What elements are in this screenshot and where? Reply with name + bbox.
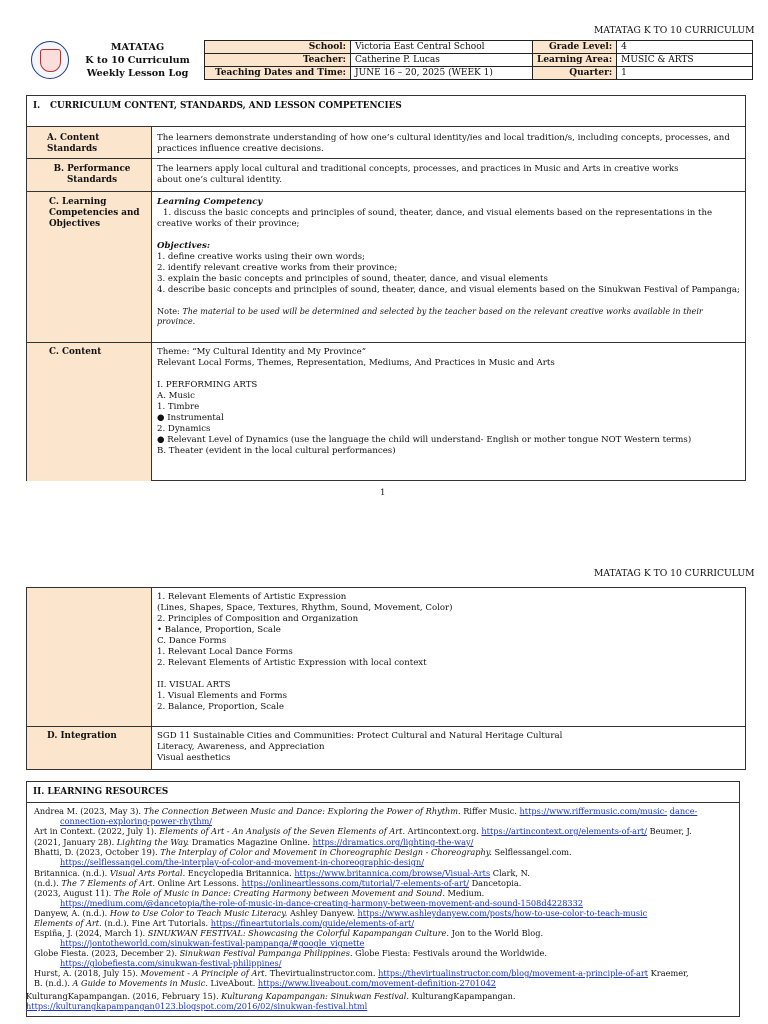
reference-kulturang-link	[26, 1001, 367, 1012]
ref-title: Lighting the Way.	[116, 837, 190, 847]
ref-title: SINUKWAN FESTIVAL: Showcasing the Colorful Kapampangan Culture.	[147, 928, 449, 938]
ref-text: Jon to the World Blog.	[448, 928, 544, 938]
reference-dancetopia	[34, 888, 484, 899]
ref-text: Beumer, J.	[646, 826, 692, 836]
content-line: 2. Principles of Composition and Organization	[157, 614, 359, 624]
content-line: A. Music	[157, 391, 195, 401]
ref-text: Dancetopia.	[469, 878, 522, 888]
competencies-label: C. Learning Competencies and Objectives	[49, 197, 140, 229]
content-line: Theme: “My Cultural Identity and My Province”	[157, 347, 367, 357]
curriculum-table	[26, 95, 746, 481]
ref-title: How to Use Color to Teach Music Literacy.	[109, 908, 288, 918]
section-1-title: CURRICULUM CONTENT, STANDARDS, AND LESSON COMPETENCIES	[50, 101, 402, 111]
integration-line: Literacy, Awareness, and Appreciation	[157, 742, 325, 752]
content-line: 1. Relevant Local Dance Forms	[157, 647, 293, 657]
ref-link[interactable]: https://www.ashleydanyew.com/posts/how-to-use-color-to-teach-music	[357, 908, 648, 918]
reference-andrea	[34, 806, 734, 817]
reference-kulturang-kapampangan	[26, 991, 516, 1002]
teacher-value: Catherine P. Lucas	[351, 54, 533, 67]
ref-title: Kulturang Kapampangan: Sinukwan Festival.	[221, 991, 409, 1001]
ref-text: (2021, January 28).	[34, 837, 117, 847]
deped-seal-logo	[31, 41, 69, 79]
ref-text: Online Art Lessons.	[155, 878, 242, 888]
reference-bhatti-link	[60, 857, 424, 868]
teacher-note	[157, 306, 741, 327]
content-line: B. Theater (evident in the local cultural performances)	[157, 446, 396, 456]
learning-resources-title: II. LEARNING RESOURCES	[33, 787, 169, 797]
reference-andrea-cont	[60, 816, 212, 827]
grade-value: 4	[617, 41, 753, 54]
ref-text: Espiña, J. (2024, March 1).	[34, 928, 148, 938]
ref-text: Artincontext.org.	[405, 826, 482, 836]
ref-text: Globe Fiesta: Festivals around the Worldwide.	[352, 948, 547, 958]
ref-title: The Role of Music in Dance: Creating Harmony between Movement and Sound.	[113, 888, 445, 898]
ref-link[interactable]: https://onlineartlessons.com/tutorial/7-elements-of-art/	[241, 878, 469, 888]
ref-text: Clark, N.	[490, 868, 530, 878]
content-line: ● Instrumental	[157, 413, 224, 423]
lesson-log-title	[70, 41, 205, 80]
ref-text: Riffer Music.	[460, 806, 520, 816]
dates-value: JUNE 16 – 20, 2025 (WEEK 1)	[351, 67, 533, 80]
integration-text	[157, 731, 741, 764]
ref-text: B. (n.d.).	[34, 978, 73, 988]
content-line: II. VISUAL ARTS	[157, 680, 231, 690]
grade-label: Grade Level:	[533, 41, 617, 54]
reference-clark	[34, 878, 521, 889]
reference-globe-fiesta	[34, 948, 547, 959]
reference-kraemer	[34, 978, 496, 989]
reference-globe-fiesta-link	[60, 958, 281, 969]
school-value: Victoria East Central School	[351, 41, 533, 54]
content-line: Relevant Local Forms, Themes, Representation, Mediums, And Practices in Music and Arts	[157, 358, 555, 368]
curriculum-header: MATATAG K TO 10 CURRICULUM	[594, 25, 755, 36]
content-continued-table	[26, 587, 746, 770]
integration-label: D. Integration	[47, 731, 117, 741]
ref-text: Thevirtualinstructor.com.	[267, 968, 379, 978]
title-line-2: K to 10 Curriculum	[85, 55, 190, 66]
competency-text: 1. discuss the basic concepts and principles of sound, theater, dance, and visual elements based on the representations in the creative works of their province;	[157, 208, 713, 229]
ref-title: Elements of Art - An Analysis of the Seven Elements of Art.	[159, 826, 406, 836]
content-line: (Lines, Shapes, Space, Textures, Rhythm, Sound, Movement, Color)	[157, 603, 453, 613]
ref-link[interactable]: https://www.riffermusic.com/music-	[519, 806, 668, 816]
teacher-label: Teacher:	[205, 54, 351, 67]
ref-text: Art in Context. (2022, July 1).	[34, 826, 160, 836]
objective-4: 4. describe basic concepts and principles of sound, theater, dance, and visual elements based on the Sinukwan Festival of Pampanga;	[157, 285, 740, 295]
ref-link[interactable]: https://globefiesta.com/sinukwan-festival-philippines/	[60, 958, 282, 968]
reference-elements-of-art	[34, 918, 414, 929]
ref-text: (n.d.). Fine Art Tutorials.	[101, 918, 211, 928]
ref-text: Ashley Danyew.	[287, 908, 358, 918]
performance-standards-text: The learners apply local cultural and traditional concepts, processes, and practices in Music and Arts in creative works about one’s cultural identity.	[157, 164, 679, 185]
learning-area-label: Learning Area:	[533, 54, 617, 67]
content-line: 2. Balance, Proportion, Scale	[157, 702, 285, 712]
reference-espina	[34, 928, 543, 939]
ref-text: KulturangKapampangan. (2016, February 15).	[26, 991, 222, 1001]
ref-title: Visual Arts Portal.	[109, 868, 186, 878]
content-line: 1. Visual Elements and Forms	[157, 691, 287, 701]
dates-label: Teaching Dates and Time:	[205, 67, 351, 80]
ref-text: Andrea M. (2023, May 3).	[34, 806, 144, 816]
content-line: 2. Dynamics	[157, 424, 211, 434]
ref-link[interactable]: https://kulturangkapampangan0123.blogspot.com/2016/02/sinukwan-festival.html	[26, 1001, 368, 1011]
ref-title: Sinukwan Festival Pampanga Philippines.	[179, 948, 353, 958]
content-standards-label: A. Content Standards	[47, 133, 100, 154]
ref-title: The 7 Elements of Art.	[61, 878, 156, 888]
ref-text: KulturangKapampangan.	[408, 991, 516, 1001]
performance-standards-label: B. Performance Standards	[53, 164, 131, 185]
title-line-1: MATATAG	[110, 42, 165, 53]
school-info-table	[204, 40, 753, 80]
content-line: • Balance, Proportion, Scale	[157, 625, 281, 635]
ref-title: The Interplay of Color and Movement in Choreographic Design - Choreography.	[160, 847, 492, 857]
ref-text: Selflessangel.com.	[491, 847, 572, 857]
ref-link[interactable]: connection-exploring-power-rhythm/	[60, 816, 213, 826]
reference-hurst	[34, 968, 689, 979]
content-continued-text	[157, 592, 741, 713]
section-1-number: I.	[33, 101, 41, 111]
ref-text: Dramatics Magazine Online.	[189, 837, 313, 847]
reference-beumer	[34, 837, 473, 848]
integration-line: Visual aesthetics	[157, 753, 231, 763]
reference-danyew	[34, 908, 647, 919]
content-line: 2. Relevant Elements of Artistic Expression with local context	[157, 658, 427, 668]
competencies-content	[157, 197, 741, 327]
ref-text: (n.d.).	[34, 878, 62, 888]
ref-title: The Connection Between Music and Dance: Exploring the Power of Rhythm.	[143, 806, 461, 816]
ref-link[interactable]: https://www.britannica.com/browse/Visual-Arts	[294, 868, 491, 878]
reference-espina-link	[60, 938, 364, 949]
ref-title: Movement - A Principle of Art.	[140, 968, 268, 978]
ref-text: Bhatti, D. (2023, October 19).	[34, 847, 161, 857]
content-line: 1. Timbre	[157, 402, 200, 412]
ref-link[interactable]: dance-	[669, 806, 698, 816]
objective-1: 1. define creative works using their own words;	[157, 252, 365, 262]
ref-text: Encyclopedia Britannica.	[185, 868, 295, 878]
note-text: The material to be used will be determined and selected by the teacher based on the relevant creative works available in their province.	[157, 306, 703, 327]
content-standards-text: The learners demonstrate understanding of how one’s cultural identity/ies and local tradition/s, including concepts, processes, and practices influence creative decisions.	[157, 133, 730, 154]
content-line: I. PERFORMING ARTS	[157, 380, 258, 390]
title-line-3: Weekly Lesson Log	[86, 68, 189, 79]
note-label: Note:	[157, 306, 180, 316]
reference-britannica	[34, 868, 530, 879]
content-text	[157, 347, 741, 457]
ref-text: Medium.	[444, 888, 485, 898]
ref-text: Globe Fiesta. (2023, December 2).	[34, 948, 180, 958]
content-line	[157, 369, 741, 380]
ref-text: Britannica. (n.d.).	[34, 868, 110, 878]
learning-area-value: MUSIC & ARTS	[617, 54, 753, 67]
content-line: ● Relevant Level of Dynamics (use the language the child will understand- English or mother tongue NOT Western terms)	[157, 435, 692, 445]
objective-3: 3. explain the basic concepts and principles of sound, theater, dance, and visual elements	[157, 274, 548, 284]
ref-link[interactable]: https://thevirtualinstructor.com/blog/movement-a-principle-of-art	[378, 968, 649, 978]
curriculum-header-page-2: MATATAG K TO 10 CURRICULUM	[594, 568, 755, 579]
competency-heading: Learning Competency	[157, 197, 263, 207]
ref-link[interactable]: https://fineartutorials.com/guide/elements-of-art/	[210, 918, 415, 928]
content-line: C. Dance Forms	[157, 636, 227, 646]
quarter-value: 1	[617, 67, 753, 80]
ref-link[interactable]: https://medium.com/@dancetopia/the-role-of-music-in-dance-creating-harmony-between-movement-and-sound-1508d4228332	[60, 898, 584, 908]
ref-text: Hurst, A. (2018, July 15).	[34, 968, 141, 978]
content-line	[157, 669, 741, 680]
reference-dancetopia-link	[60, 898, 583, 909]
ref-link[interactable]: https://selflessangel.com/the-interplay-of-color-and-movement-in-choreographic-design/	[60, 857, 424, 867]
ref-text: LiveAbout.	[207, 978, 258, 988]
school-label: School:	[205, 41, 351, 54]
objective-2: 2. identify relevant creative works from their province;	[157, 263, 398, 273]
content-label: C. Content	[49, 347, 102, 357]
reference-art-in-context	[34, 826, 734, 837]
page-number: 1	[380, 488, 386, 498]
ref-text: (2023, August 11).	[34, 888, 114, 898]
ref-link[interactable]: https://www.liveabout.com/movement-definition-2701042	[257, 978, 496, 988]
integration-line: SGD 11 Sustainable Cities and Communities: Protect Cultural and Natural Heritage Cultural	[157, 731, 563, 741]
ref-link[interactable]: https://jontotheworld.com/sinukwan-festival-pampanga/#google_vignette	[60, 938, 365, 948]
quarter-label: Quarter:	[533, 67, 617, 80]
ref-text: Danyew, A. (n.d.).	[34, 908, 110, 918]
content-line: 1. Relevant Elements of Artistic Expression	[157, 592, 347, 602]
ref-title: Elements of Art.	[34, 918, 102, 928]
objectives-heading: Objectives:	[157, 241, 211, 251]
ref-link[interactable]: https://artincontext.org/elements-of-art/	[481, 826, 647, 836]
ref-text: Kraemer,	[648, 968, 689, 978]
ref-title: A Guide to Movements in Music.	[72, 978, 208, 988]
reference-bhatti	[34, 847, 572, 858]
ref-link[interactable]: https://dramatics.org/lighting-the-way/	[312, 837, 474, 847]
